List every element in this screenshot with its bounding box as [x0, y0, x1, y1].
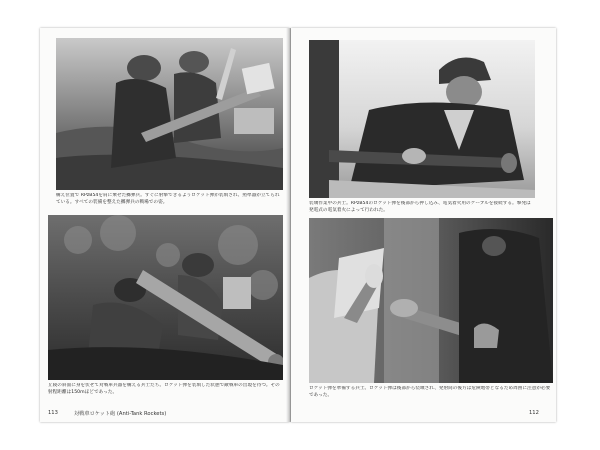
folio-right-number: 112 — [529, 410, 539, 416]
running-head-left: 対戦車ロケット砲 (Anti-Tank Rockets) — [74, 411, 167, 417]
caption-right-top: 装塡作業中の兵士。RPzB54のロケット弾を後部から押し込み、電気着火用のケーブルを接続する。撃発は発電式の電気着火によって行われた。 — [309, 201, 531, 213]
caption-left-bottom: 丘陵の斜面に身を伏せて対戦車兵器を構える兵士たち。ロケット弾を装填した状態で敵戦車の出現を待つ。その射程距離は150mほどであった。 — [48, 383, 280, 395]
left-page — [40, 28, 290, 422]
photo-soldier-loading — [309, 40, 535, 198]
caption-right-bottom: ロケット弾を準備する兵士。ロケット弾は後部から装塡され、発射筒の後方は危険地帯となるため周囲に注意が必要であった。 — [309, 386, 551, 398]
photo-soldiers-hillside — [48, 215, 283, 380]
caption-left-top: 構え位置で RPzB54を肩に乗せた擲弾兵。すぐに射撃できるようロケット弾が装填され、照準器が立てられている。すべての装備を整えた擲弾兵の戦場での姿。 — [56, 193, 280, 205]
folio-left-number: 113 — [48, 410, 58, 416]
photo-rocket-round — [309, 218, 553, 383]
right-page — [291, 28, 556, 422]
photo-soldiers-trench — [56, 38, 283, 190]
